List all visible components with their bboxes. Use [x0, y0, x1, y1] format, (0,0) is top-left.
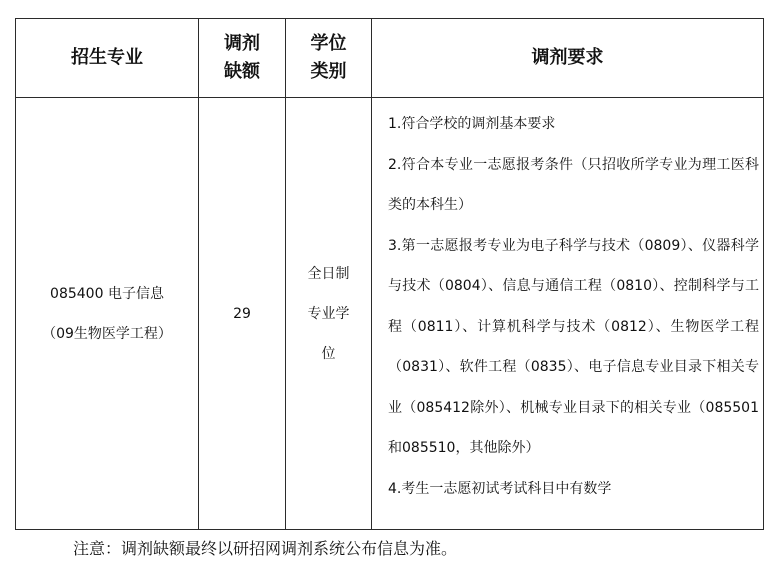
header-major: [16, 19, 199, 98]
table-header-row: [16, 19, 764, 98]
major-code-name: 085400 电子信息: [50, 285, 164, 302]
quota-cell: [199, 98, 286, 530]
degree-type-line1: 全日制: [307, 265, 350, 282]
requirement-item: 1.符合学校的调剂基本要求: [388, 116, 556, 132]
header-quota-line2: 缺额: [224, 61, 260, 82]
header-quota: [199, 19, 286, 98]
footnote: 注意：调剂缺额最终以研招网调剂系统公布信息为准。: [73, 539, 458, 558]
requirement-item: 3.第一志愿报考专业为电子科学与技术（0809）、仪器科学与技术（0804）、信息与通信工程（0810）、控制科学与工程（0811）、计算机科学与技术（0812）、生物医学工程（0831）、软件工程（0835）、电子信息专业目录下相关专业（085412除外）、机械专业目录下的相关专业（085501和085510，其他除外）: [388, 237, 759, 456]
major-direction: （09生物医学工程）: [42, 325, 172, 342]
adjustment-table: [15, 18, 764, 530]
header-degree-type: [286, 19, 372, 98]
requirement-item: 4.考生一志愿初试考试科目中有数学: [388, 480, 612, 497]
degree-type-line2: 专业学: [307, 305, 350, 322]
header-type-line2: 类别: [310, 61, 347, 82]
header-major-label: 招生专业: [71, 47, 143, 68]
header-requirements-label: 调剂要求: [531, 47, 604, 68]
major-cell: [16, 98, 199, 530]
requirement-item: 2.符合本专业一志愿报考条件（只招收所学专业为理工医科类的本科生）: [388, 156, 759, 213]
header-requirements: [372, 19, 764, 98]
table-row: [16, 98, 764, 530]
requirements-cell: [372, 98, 764, 530]
quota-value: 29: [233, 305, 251, 322]
degree-type-line3: 位: [321, 345, 336, 362]
header-type-line1: 学位: [310, 33, 347, 54]
header-quota-line1: 调剂: [224, 33, 260, 54]
degree-type-cell: [286, 98, 372, 530]
